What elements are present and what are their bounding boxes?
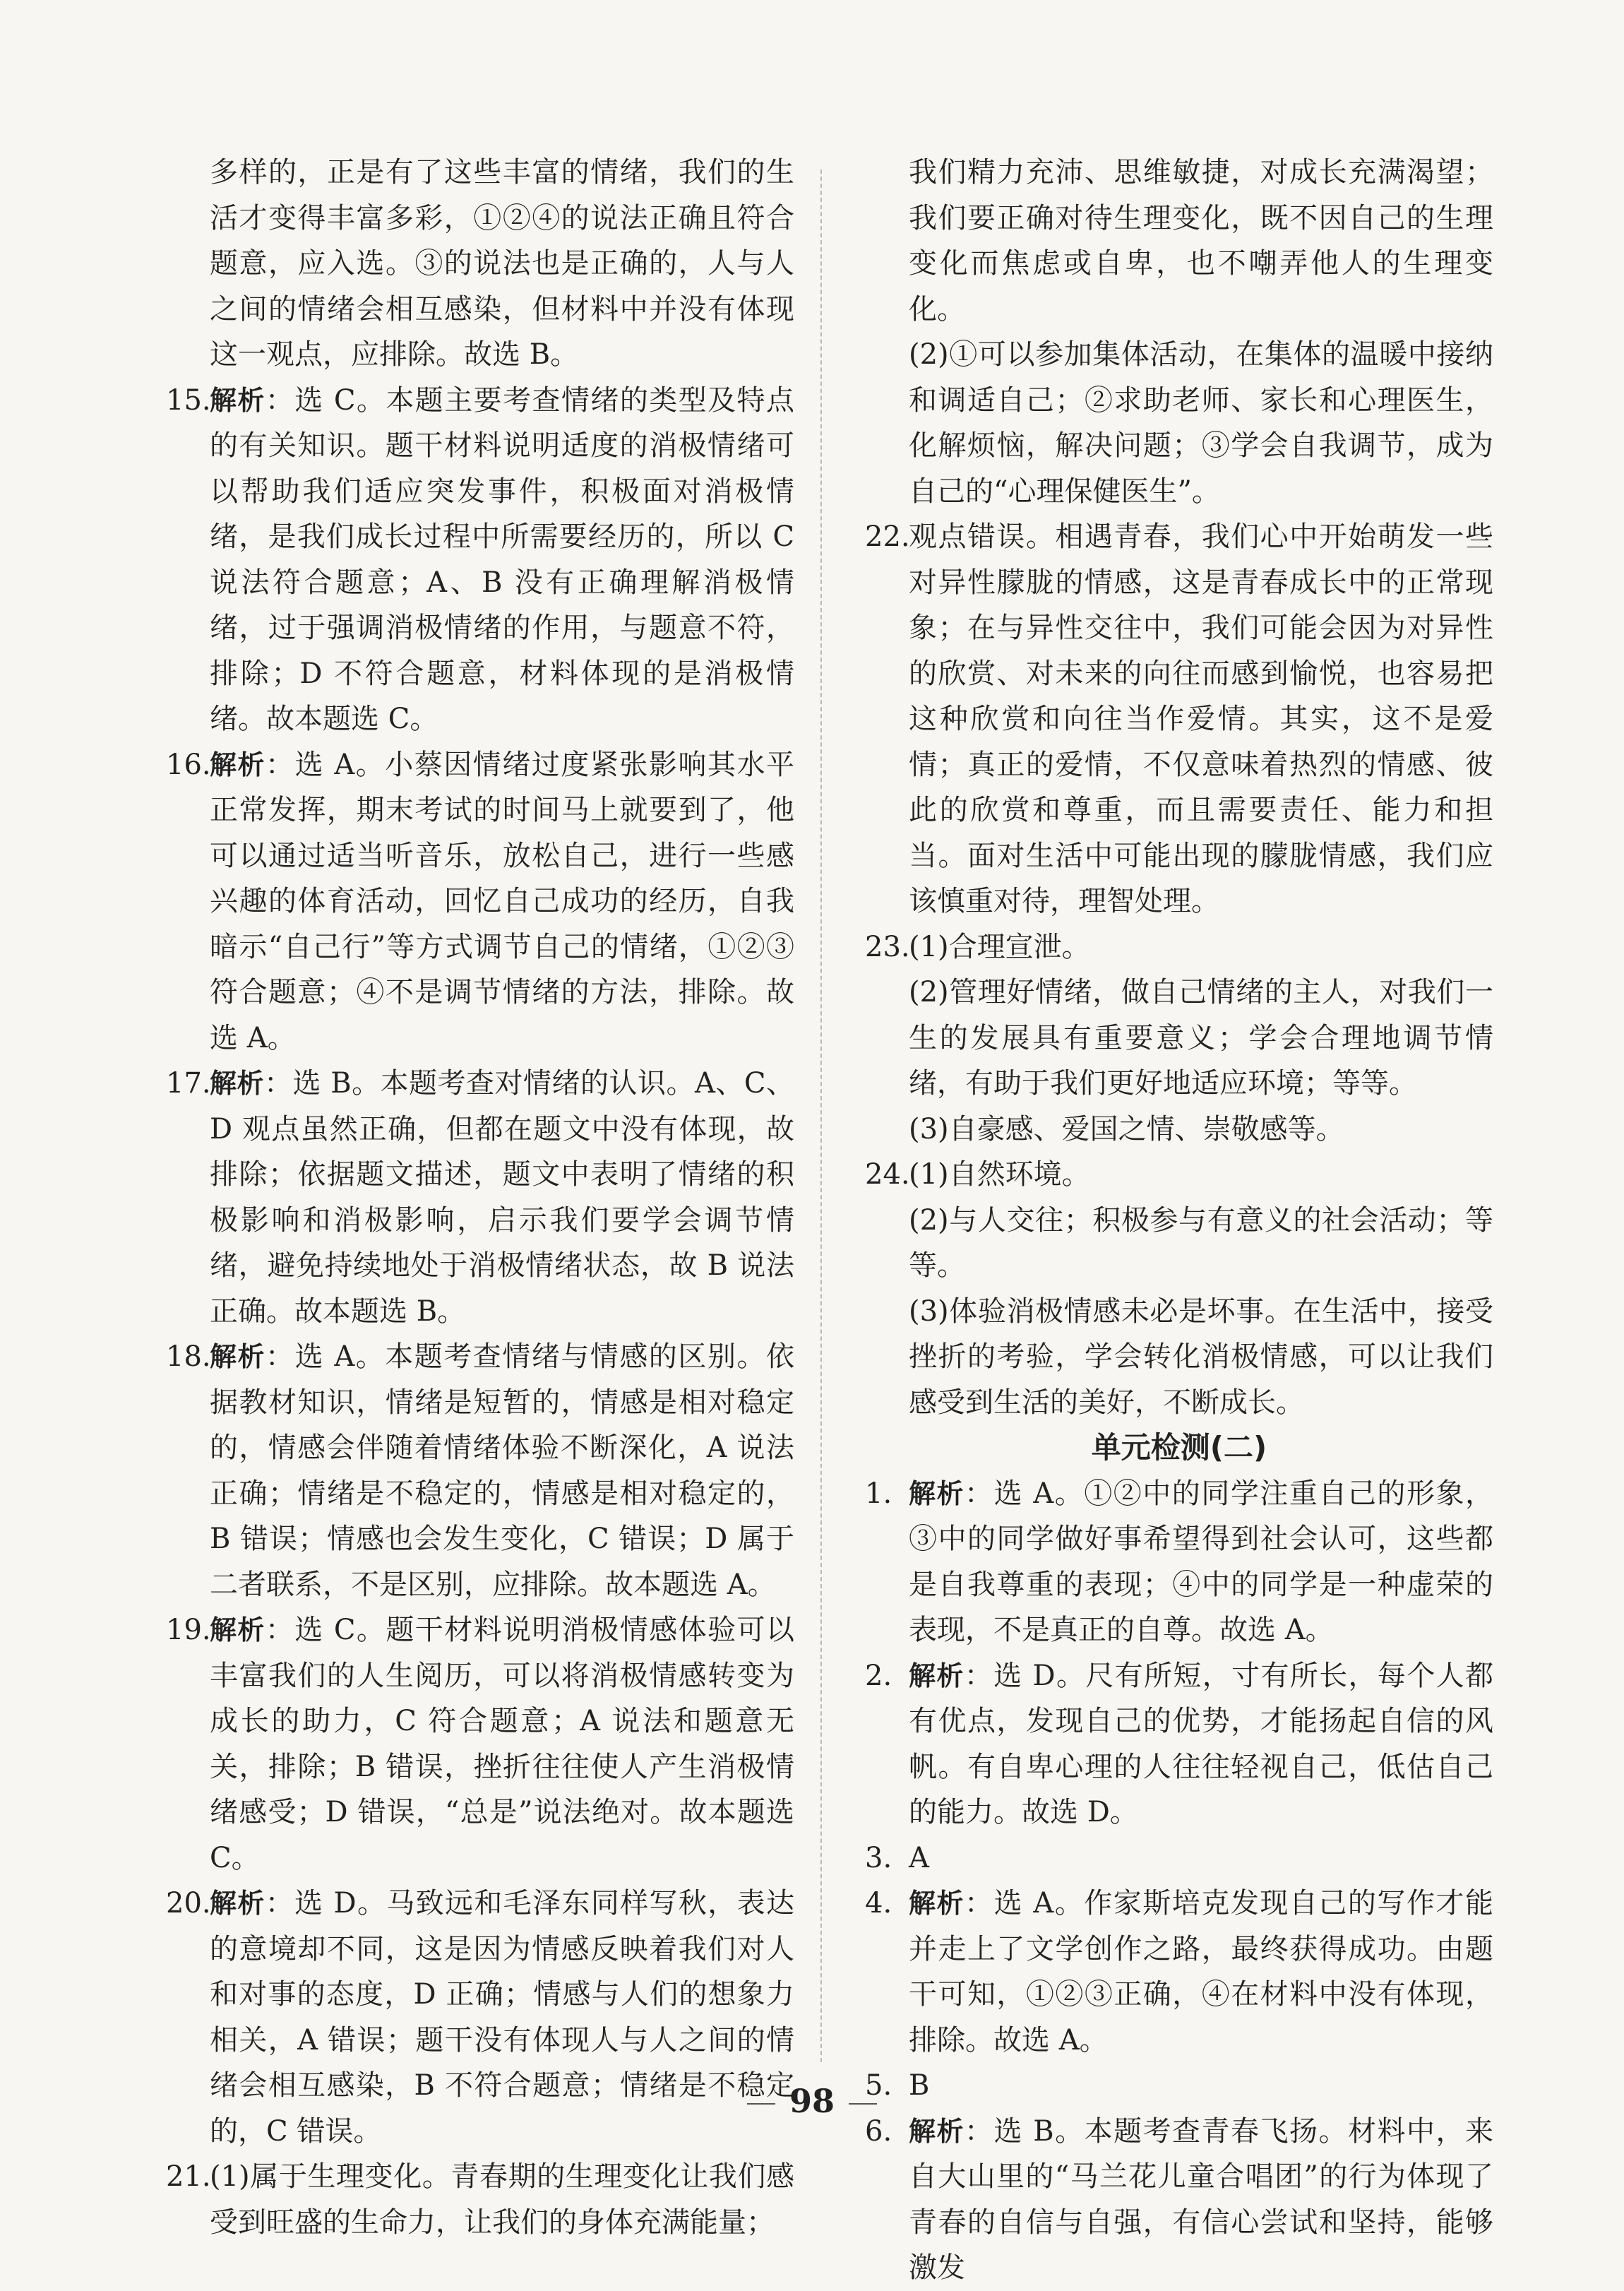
item-text: (1)属于生理变化。青春期的生理变化让我们感受到旺盛的生命力，让我们的身体充满能量； <box>210 2160 794 2239</box>
item-text: A <box>909 1841 929 1874</box>
analysis-keyword: 解析 <box>909 1888 965 1919</box>
item-text: ：选 A。作家斯培克发现自己的写作才能并走上了文学创作之路，最终获得成功。由题干可知，①②③正确，④在材料中没有体现，排除。故选 A。 <box>909 1887 1493 2057</box>
item-number: 17. <box>166 1067 211 1100</box>
answer-24-part-2: (2)与人交往；积极参与有意义的社会活动；等等。 <box>909 1203 1493 1282</box>
answer-item-4 <box>865 1881 1493 2063</box>
item-number: 21. <box>166 2160 211 2193</box>
item-text: 观点错误。相遇青春，我们心中开始萌发一些对异性朦胧的情感，这是青春成长中的正常现象；在与异性交往中，我们可能会因为对异性的欣赏、对未来的向往而感到愉悦，也容易把这种欣赏和向往当作爱情。其实，这不是爱情；真正的爱情，不仅意味着热烈的情感、彼此的欣赏和尊重，而且需要责任、能力和担当。面对生活中可能出现的朦胧情感，我们应该慎重对待，理智处理。 <box>909 520 1493 917</box>
column-divider <box>820 169 822 2062</box>
answer-item-21 <box>166 2154 794 2245</box>
analysis-keyword: 解析 <box>909 2115 965 2147</box>
item-text: ：选 A。小蔡因情绪过度紧张影响其水平正常发挥，期末考试的时间马上就要到了，他可以通过适当听音乐，放松自己，进行一些感兴趣的体育活动，回忆自己成功的经历，自我暗示“自己行”等方式调节自己的情绪，①②③符合题意；④不是调节情绪的方法，排除。故选 A。 <box>210 748 794 1054</box>
item-number: 20. <box>166 1887 211 1920</box>
analysis-keyword: 解析 <box>210 384 265 416</box>
answer-item-18 <box>166 1334 794 1607</box>
item-text: ：选 D。马致远和毛泽东同样写秋，表达的意境却不同，这是因为情感反映着我们对人和对事的态度，D 正确；情感与人们的想象力相关，A 错误；题干没有体现人与人之间的情绪会相互感染，B 不符合题意；情绪是不稳定的，C 错误。 <box>210 1887 794 2148</box>
item-number: 24. <box>865 1158 910 1191</box>
item-text: ：选 B。本题考查对情绪的认识。A、C、D 观点虽然正确，但都在题文中没有体现，故排除；依据题文描述，题文中表明了情绪的积极影响和消极影响，启示我们要学会调节情绪，避免持续地处于消极情绪状态，故 B 说法正确。故本题选 B。 <box>210 1067 794 1328</box>
answer-item-23 <box>865 924 1493 970</box>
item-number: 16. <box>166 748 211 781</box>
answer-item-6 <box>865 2109 1493 2291</box>
item-text: ：选 B。本题考查青春飞扬。材料中，来自大山里的“马兰花儿童合唱团”的行为体现了青春的自信与自强，有信心尝试和坚持，能够激发 <box>909 2114 1493 2284</box>
analysis-keyword: 解析 <box>210 1341 266 1372</box>
continued-answer-text: 多样的，正是有了这些丰富的情绪，我们的生活才变得丰富多彩，①②④的说法正确且符合题意，应入选。③的说法也是正确的，人与人之间的情绪会相互感染，但材料中并没有体现这一观点，应排除。故选 B。 <box>210 156 794 371</box>
item-number: 6. <box>865 2114 892 2148</box>
footer-dash-left <box>747 2103 775 2105</box>
footer-dash-right <box>849 2103 877 2105</box>
analysis-keyword: 解析 <box>210 749 266 780</box>
analysis-keyword: 解析 <box>210 1068 264 1099</box>
item-number: 1. <box>865 1477 892 1510</box>
item-number: 15. <box>166 383 211 417</box>
answer-item-1 <box>865 1471 1493 1653</box>
answer-item-19 <box>166 1607 794 1881</box>
analysis-keyword: 解析 <box>909 1660 965 1691</box>
answer-item-16 <box>166 742 794 1061</box>
page-footer <box>0 2082 1624 2120</box>
item-number: 5. <box>865 2069 892 2102</box>
analysis-keyword: 解析 <box>909 1477 965 1509</box>
answer-21-part-2: (2)①可以参加集体活动，在集体的温暖中接纳和调适自己；②求助老师、家长和心理医生，化解烦恼，解决问题；③学会自我调节，成为自己的“心理保健医生”。 <box>909 338 1493 508</box>
item-number: 19. <box>166 1614 211 1646</box>
item-text: B <box>909 2069 930 2102</box>
item-text: (1)合理宣泄。 <box>909 930 1090 963</box>
item-text: ：选 A。本题考查情绪与情感的区别。依据教材知识，情绪是短暂的，情感是相对稳定的，情感会伴随着情绪体验不断深化，A 说法正确；情绪是不稳定的，情感是相对稳定的，B 错误；情感也会发生变化，C 错误；D 属于二者联系，不是区别，应排除。故本题选 A。 <box>210 1340 794 1601</box>
analysis-keyword: 解析 <box>210 1614 265 1646</box>
item-text: ：选 A。①②中的同学注重自己的形象，③中的同学做好事希望得到社会认可，这些都是自我尊重的表现；④中的同学是一种虚荣的表现，不是真正的自尊。故选 A。 <box>909 1477 1493 1646</box>
answer-21-continued: 我们精力充沛、思维敏捷，对成长充满渴望；我们要正确对待生理变化，既不因自己的生理变化而焦虑或自卑，也不嘲弄他人的生理变化。 <box>909 156 1493 326</box>
item-text: ：选 D。尺有所短，寸有所长，每个人都有优点，发现自己的优势，才能扬起自信的风帆。有自卑心理的人往往轻视自己，低估自己的能力。故选 D。 <box>909 1659 1493 1828</box>
answer-23-part-3: (3)自豪感、爱国之情、崇敬感等。 <box>909 1112 1344 1146</box>
item-number: 2. <box>865 1659 892 1692</box>
item-number: 23. <box>865 930 910 963</box>
item-text: (1)自然环境。 <box>909 1158 1090 1191</box>
answer-24-part-3: (3)体验消极情感未必是坏事。在生活中，接受挫折的考验，学会转化消极情感，可以让我们感受到生活的美好，不断成长。 <box>909 1295 1493 1419</box>
item-number: 4. <box>865 1887 892 1920</box>
section-heading: 单元检测(二) <box>1091 1430 1267 1465</box>
page-number: 98 <box>789 2082 835 2120</box>
answer-item-22 <box>865 514 1493 924</box>
analysis-keyword: 解析 <box>210 1888 265 1919</box>
answer-item-3 <box>865 1835 1493 1881</box>
answer-item-2 <box>865 1653 1493 1835</box>
answer-item-17 <box>166 1061 794 1334</box>
answer-item-24 <box>865 1152 1493 1198</box>
left-column <box>166 150 794 2245</box>
item-number: 22. <box>865 520 910 553</box>
item-number: 3. <box>865 1841 892 1874</box>
answer-item-15 <box>166 378 794 742</box>
item-number: 18. <box>166 1340 211 1373</box>
right-column <box>865 150 1493 2291</box>
item-text: ：选 C。题干材料说明消极情感体验可以丰富我们的人生阅历，可以将消极情感转变为成长的助力，C 符合题意；A 说法和题意无关，排除；B 错误，挫折往往使人产生消极情绪感受；D 错误，“总是”说法绝对。故本题选 C。 <box>210 1614 794 1874</box>
answer-23-part-2: (2)管理好情绪，做自己情绪的主人，对我们一生的发展具有重要意义；学会合理地调节情绪，有助于我们更好地适应环境；等等。 <box>909 976 1493 1100</box>
item-text: ：选 C。本题主要考查情绪的类型及特点的有关知识。题干材料说明适度的消极情绪可以帮助我们适应突发事件，积极面对消极情绪，是我们成长过程中所需要经历的，所以 C 说法符合题意；A、B 没有正确理解消极情绪，过于强调消极情绪的作用，与题意不符，排除；D 不符合题意，材料体现的是消极情绪。故本题选 C。 <box>210 383 794 735</box>
